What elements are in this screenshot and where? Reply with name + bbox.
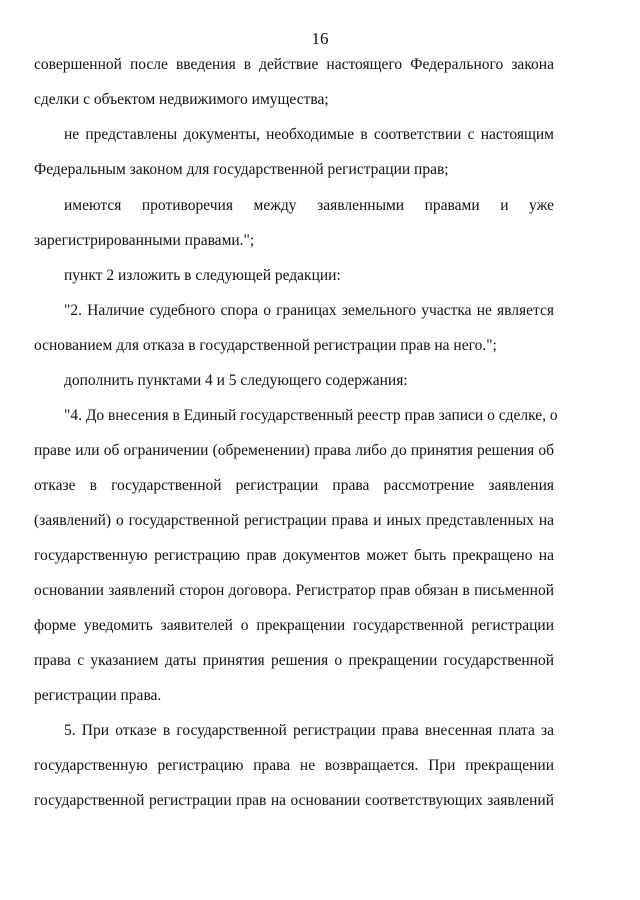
text-line: праве или об ограничении (обременении) права либо до принятия решения об (34, 442, 554, 459)
text-line: государственную регистрацию прав документов может быть прекращено на (34, 547, 554, 564)
text-line: (заявлений) о государственной регистрации права и иных представленных на (34, 512, 554, 529)
text-line: зарегистрированными правами."; (34, 232, 255, 249)
text-line: имеются противоречия между заявленными правами и уже (64, 197, 554, 214)
text-line: сделки с объектом недвижимого имущества; (34, 91, 329, 108)
text-line: 5. При отказе в государственной регистрации права внесенная плата за (64, 722, 554, 739)
text-line: совершенной после введения в действие настоящего Федерального закона (34, 56, 554, 73)
text-line: Федеральным законом для государственной регистрации прав; (34, 161, 449, 178)
text-line: "4. До внесения в Единый государственный реестр прав записи о сделке, о (64, 407, 558, 424)
text-line: государственную регистрацию права не возвращается. При прекращении (34, 757, 554, 774)
text-line: отказе в государственной регистрации права рассмотрение заявления (34, 477, 554, 494)
page-number: 16 (311, 29, 329, 48)
text-line: пункт 2 изложить в следующей редакции: (64, 267, 341, 284)
text-line: "2. Наличие судебного спора о границах земельного участка не является (64, 302, 554, 319)
text-line: основании заявлений сторон договора. Регистратор прав обязан в письменной (34, 582, 554, 599)
text-line: регистрации права. (34, 687, 162, 704)
text-line: дополнить пунктами 4 и 5 следующего содержания: (64, 372, 408, 389)
text-line: права с указанием даты принятия решения о прекращении государственной (34, 652, 554, 669)
text-line: форме уведомить заявителей о прекращении государственной регистрации (34, 617, 554, 634)
text-line: основанием для отказа в государственной регистрации прав на него."; (34, 337, 497, 354)
text-line: государственной регистрации прав на основании соответствующих заявлений (34, 792, 554, 809)
text-line: не представлены документы, необходимые в соответствии с настоящим (64, 126, 554, 143)
